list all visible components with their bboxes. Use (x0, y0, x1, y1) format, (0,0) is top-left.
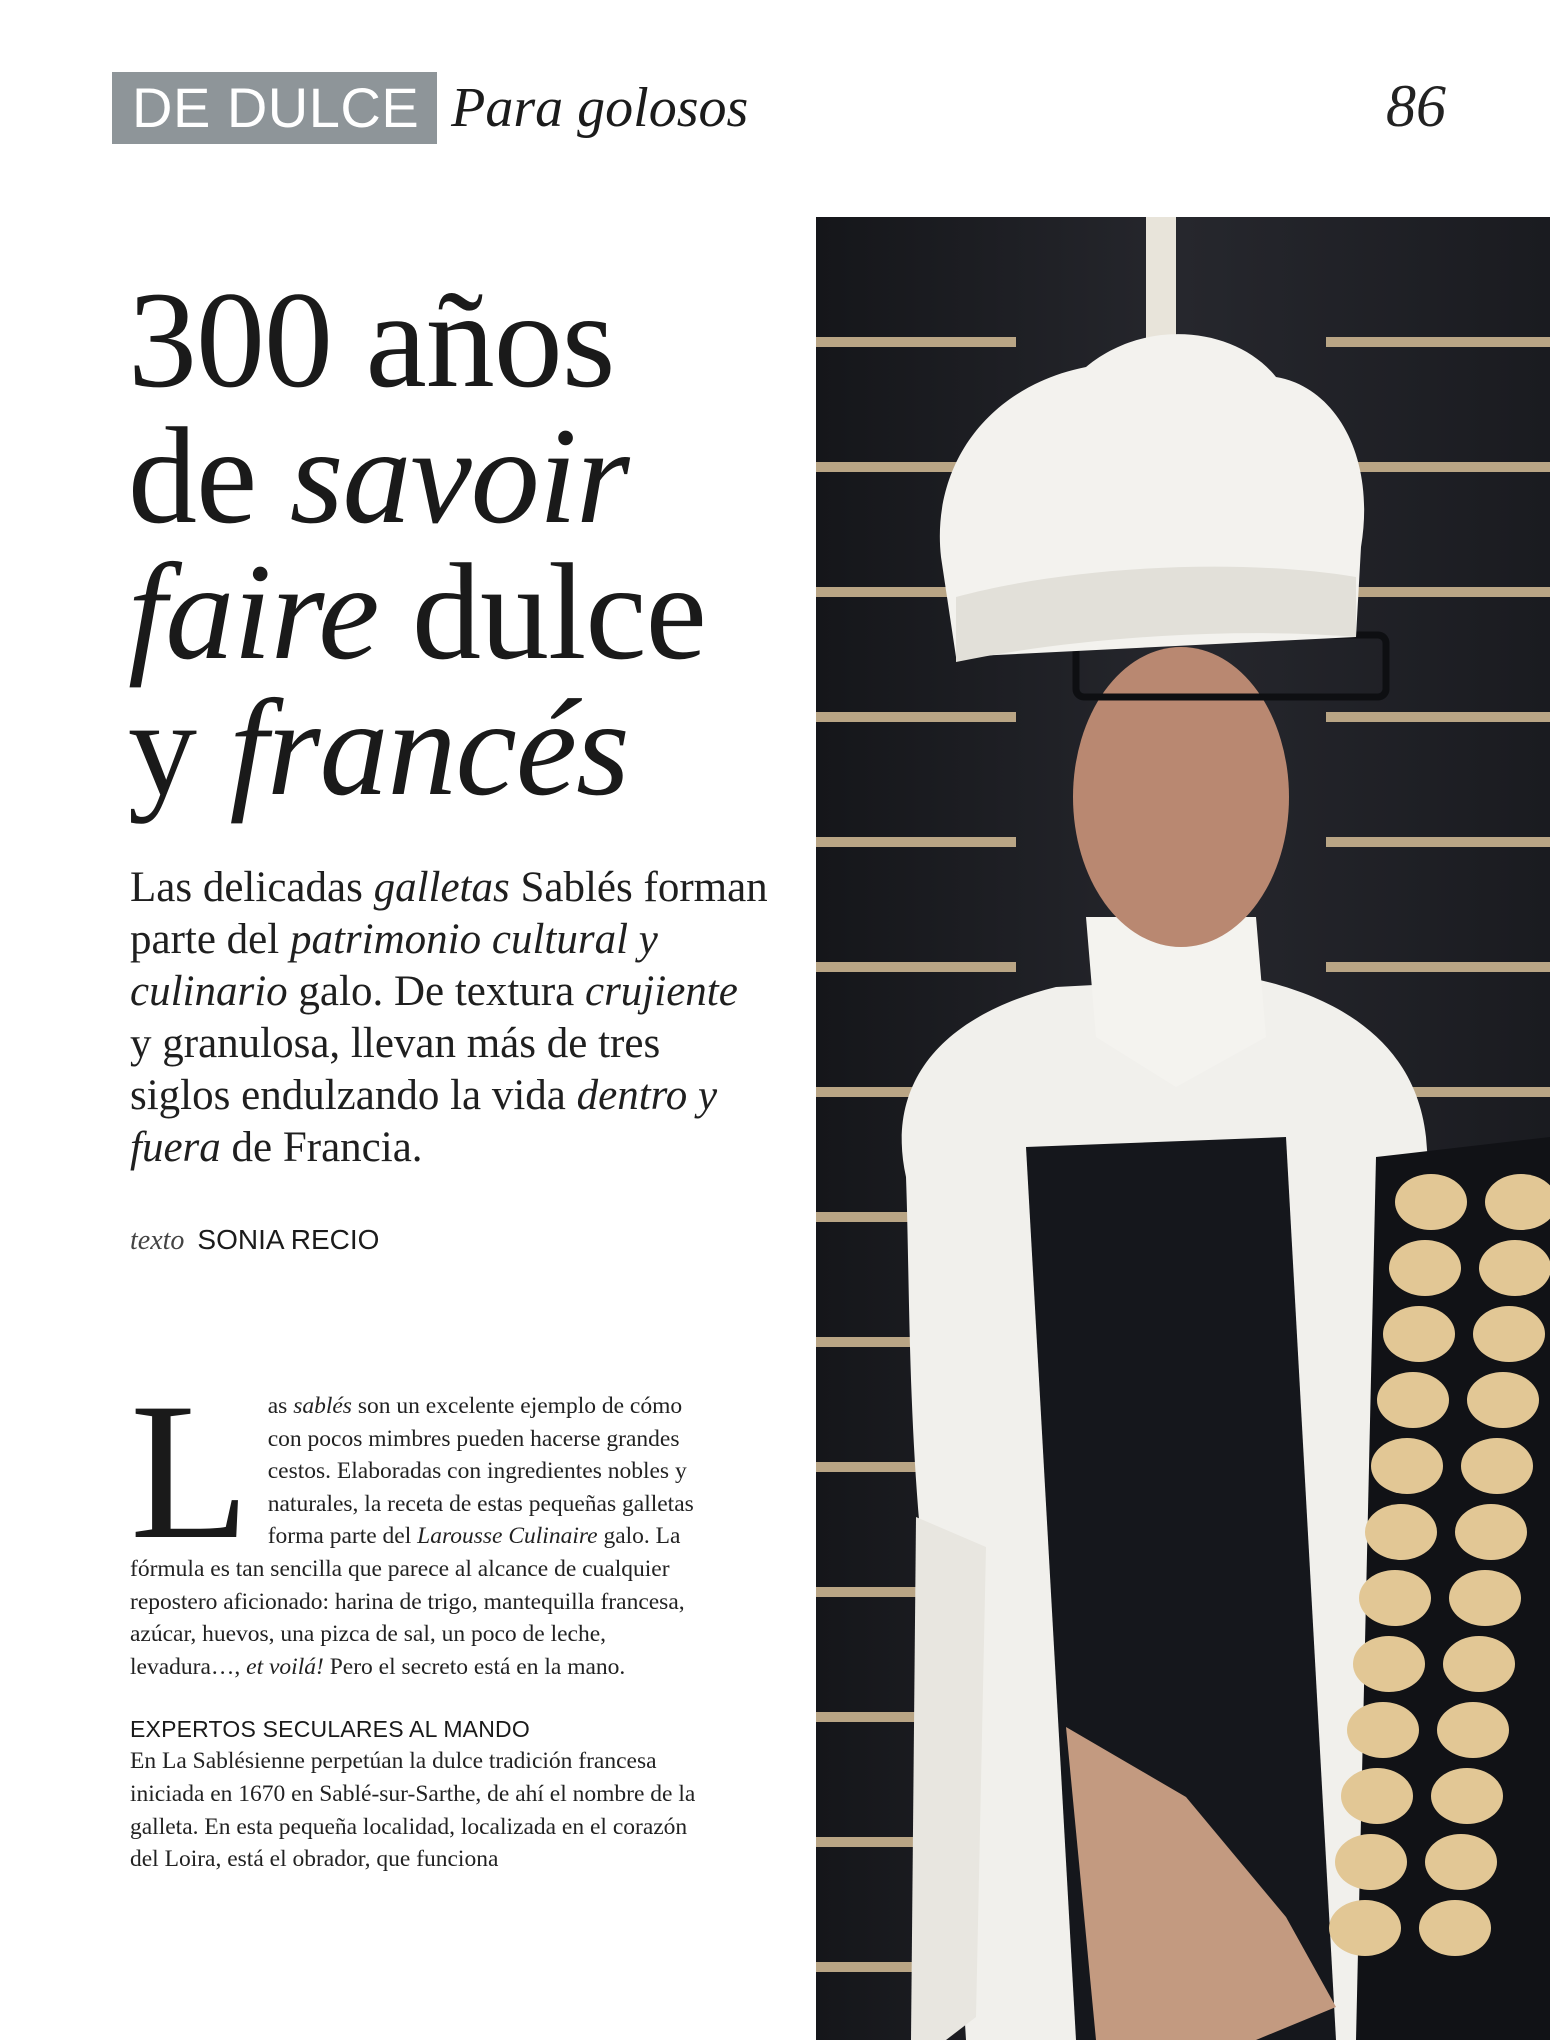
byline-label: texto (130, 1225, 185, 1256)
rack-shelf (816, 712, 1016, 722)
biscuit (1467, 1372, 1539, 1428)
rack-shelf (816, 337, 1016, 347)
page-number: 86 (1386, 73, 1446, 139)
biscuit (1437, 1702, 1509, 1758)
headline-line-1: 300 años (128, 263, 615, 416)
biscuit (1425, 1834, 1497, 1890)
section-tag: DE DULCE (112, 72, 437, 144)
biscuit (1365, 1504, 1437, 1560)
drop-cap: L (130, 1363, 250, 1580)
section-subhead: EXPERTOS SECULARES AL MANDO (130, 1716, 530, 1743)
headline-line-4: y francés (128, 671, 629, 824)
headline-line-3: faire dulce (128, 535, 706, 688)
paragraph-2: En La Sablésienne perpetúan la dulce tradición francesa iniciada en 1670 en Sablé-sur-Sarthe, de ahí el nombre de la galleta. En esta pequeña localidad, localizada en el corazón del Loira, está el obrador, que funciona (130, 1748, 696, 1873)
byline-author: SONIA RECIO (197, 1224, 380, 1255)
chef-face (1073, 647, 1289, 947)
standfirst: Las delicadas galletas Sablés forman parte del patrimonio cultural y culinario galo. De textura crujiente y granulosa, llevan más de tres siglos endulzando la vida dentro y fuera de Francia. (130, 864, 768, 1171)
rack-shelf (1326, 712, 1550, 722)
rack-shelf (1326, 587, 1550, 597)
rack-shelf (1326, 837, 1550, 847)
biscuit (1377, 1372, 1449, 1428)
biscuit (1455, 1504, 1527, 1560)
chef-illustration (816, 217, 1550, 2040)
biscuit (1383, 1306, 1455, 1362)
biscuit (1473, 1306, 1545, 1362)
biscuit (1353, 1636, 1425, 1692)
rack-shelf (816, 837, 1016, 847)
biscuit (1335, 1834, 1407, 1890)
chef-photo (816, 217, 1550, 2040)
biscuit (1329, 1900, 1401, 1956)
section-label (112, 72, 748, 144)
biscuit (1371, 1438, 1443, 1494)
jacket-hem (911, 1517, 986, 2040)
biscuit (1479, 1240, 1550, 1296)
rack-shelf (816, 962, 1016, 972)
rack-shelf (1326, 962, 1550, 972)
biscuit (1419, 1900, 1491, 1956)
rack-shelf (1326, 337, 1550, 347)
byline (130, 1220, 379, 1261)
door-frame (1146, 217, 1176, 347)
biscuit (1431, 1768, 1503, 1824)
biscuit (1449, 1570, 1521, 1626)
biscuit (1461, 1438, 1533, 1494)
biscuit (1443, 1636, 1515, 1692)
article-body (130, 1363, 710, 1876)
biscuit (1395, 1174, 1467, 1230)
biscuit (1347, 1702, 1419, 1758)
subsection-title: Para golosos (451, 77, 749, 139)
paragraph-1: Las sablés son un excelente ejemplo de cómo con pocos mimbres pueden hacerse grandes cestos. Elaboradas con ingredientes nobles y naturales, la receta de estas pequeñas galletas forma parte del Larousse Culinaire galo. La fórmula es tan sencilla que parece al alcance de cualquier repostero aficionado: harina de trigo, mantequilla francesa, azúcar, huevos, una pizca de sal, un poco de leche, levadura…, et voilá! Pero el secreto está en la mano. (130, 1363, 694, 1680)
biscuit (1359, 1570, 1431, 1626)
headline-line-2: de savoir (128, 399, 629, 552)
biscuit (1389, 1240, 1461, 1296)
headline (128, 263, 788, 824)
biscuit (1341, 1768, 1413, 1824)
